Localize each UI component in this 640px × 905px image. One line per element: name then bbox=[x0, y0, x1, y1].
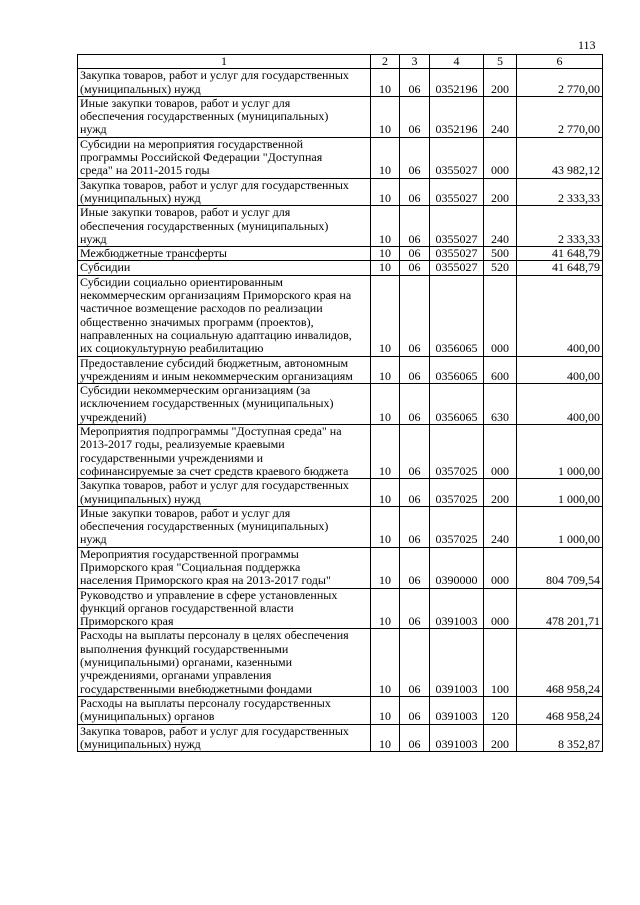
table-row bbox=[78, 479, 603, 507]
description-line: Расходы на выплаты персоналу государственных bbox=[80, 696, 331, 710]
target-article-code: 0390000 bbox=[430, 547, 484, 588]
section-code: 10 bbox=[371, 479, 400, 507]
row-description bbox=[78, 425, 371, 479]
target-article-code: 0355027 bbox=[430, 261, 484, 275]
expense-type-code: 240 bbox=[484, 206, 517, 247]
section-code: 10 bbox=[371, 724, 400, 752]
expense-type-code: 120 bbox=[484, 696, 517, 724]
description-line: Закупка товаров, работ и услуг для государственных bbox=[80, 68, 349, 83]
description-line: нужд bbox=[80, 231, 107, 246]
table-row bbox=[78, 247, 603, 261]
expense-type-code: 520 bbox=[484, 261, 517, 275]
description-line: нужд bbox=[80, 532, 107, 547]
description-line: общественно значимых программ (проектов), bbox=[80, 314, 314, 329]
amount: 2 770,00 bbox=[517, 69, 603, 97]
header-col-2: 2 bbox=[371, 55, 400, 69]
description-line: Предоставление субсидий бюджетным, автономным bbox=[80, 356, 349, 370]
section-code: 10 bbox=[371, 261, 400, 275]
subsection-code: 06 bbox=[400, 178, 430, 206]
amount: 8 352,87 bbox=[517, 724, 603, 752]
expense-type-code: 000 bbox=[484, 547, 517, 588]
row-description bbox=[78, 96, 371, 137]
amount: 478 201,71 bbox=[517, 588, 603, 629]
table-row bbox=[78, 425, 603, 479]
row-description bbox=[78, 247, 371, 261]
description-line: населения Приморского края на 2013-2017 годы" bbox=[80, 573, 331, 588]
amount: 400,00 bbox=[517, 384, 603, 425]
description-line: Субсидии некоммерческим организациям (за bbox=[80, 383, 311, 398]
description-line: обеспечения государственных (муниципальных) bbox=[80, 519, 329, 534]
description-line: государственными учреждениями и bbox=[80, 450, 264, 465]
target-article-code: 0391003 bbox=[430, 724, 484, 752]
table-body bbox=[78, 69, 603, 752]
amount: 2 770,00 bbox=[517, 96, 603, 137]
table-row bbox=[78, 69, 603, 97]
description-line: Межбюджетные трансферты bbox=[80, 246, 227, 261]
expense-type-code: 240 bbox=[484, 96, 517, 137]
section-code: 10 bbox=[371, 96, 400, 137]
table-row bbox=[78, 275, 603, 356]
description-line: обеспечения государственных (муниципальных) bbox=[80, 109, 329, 124]
target-article-code: 0356065 bbox=[430, 356, 484, 384]
expense-type-code: 200 bbox=[484, 479, 517, 507]
description-line: Иные закупки товаров, работ и услуг для bbox=[80, 205, 291, 220]
description-line: (муниципальных) органов bbox=[80, 709, 215, 724]
row-description bbox=[78, 178, 371, 206]
section-code: 10 bbox=[371, 247, 400, 261]
amount: 468 958,24 bbox=[517, 629, 603, 696]
target-article-code: 0352196 bbox=[430, 96, 484, 137]
description-line: Закупка товаров, работ и услуг для государственных bbox=[80, 478, 349, 493]
amount: 41 648,79 bbox=[517, 261, 603, 275]
table-row bbox=[78, 588, 603, 629]
target-article-code: 0356065 bbox=[430, 384, 484, 425]
description-line: Расходы на выплаты персоналу в целях обеспечения bbox=[80, 628, 349, 643]
table-row bbox=[78, 261, 603, 275]
subsection-code: 06 bbox=[400, 425, 430, 479]
table-row bbox=[78, 506, 603, 547]
subsection-code: 06 bbox=[400, 69, 430, 97]
target-article-code: 0355027 bbox=[430, 137, 484, 178]
target-article-code: 0391003 bbox=[430, 629, 484, 696]
description-line: программы Российской Федерации "Доступная bbox=[80, 150, 323, 165]
subsection-code: 06 bbox=[400, 724, 430, 752]
section-code: 10 bbox=[371, 137, 400, 178]
row-description bbox=[78, 275, 371, 356]
row-description bbox=[78, 696, 371, 724]
budget-table bbox=[77, 54, 603, 752]
expense-type-code: 000 bbox=[484, 137, 517, 178]
description-line: функций органов государственной власти bbox=[80, 600, 294, 615]
subsection-code: 06 bbox=[400, 547, 430, 588]
subsection-code: 06 bbox=[400, 206, 430, 247]
amount: 804 709,54 bbox=[517, 547, 603, 588]
description-line: 2013-2017 годы, реализуемые краевыми bbox=[80, 437, 285, 452]
page-number: 113 bbox=[578, 38, 596, 52]
target-article-code: 0356065 bbox=[430, 275, 484, 356]
row-description bbox=[78, 588, 371, 629]
amount: 2 333,33 bbox=[517, 178, 603, 206]
table-row bbox=[78, 384, 603, 425]
row-description bbox=[78, 69, 371, 97]
subsection-code: 06 bbox=[400, 137, 430, 178]
description-line: Мероприятия подпрограммы "Доступная среда" на bbox=[80, 424, 342, 439]
expense-type-code: 200 bbox=[484, 69, 517, 97]
target-article-code: 0352196 bbox=[430, 69, 484, 97]
subsection-code: 06 bbox=[400, 356, 430, 384]
description-line: Приморского края "Социальная поддержка bbox=[80, 559, 301, 574]
row-description bbox=[78, 724, 371, 752]
amount: 1 000,00 bbox=[517, 425, 603, 479]
description-line: (муниципальных) нужд bbox=[80, 736, 201, 751]
description-line: нужд bbox=[80, 122, 107, 137]
row-description bbox=[78, 384, 371, 425]
expense-type-code: 000 bbox=[484, 275, 517, 356]
description-line: Мероприятия государственной программы bbox=[80, 547, 299, 561]
amount: 43 982,12 bbox=[517, 137, 603, 178]
description-line: Иные закупки товаров, работ и услуг для bbox=[80, 506, 291, 520]
description-line: Приморского края bbox=[80, 614, 174, 629]
header-row bbox=[78, 55, 603, 69]
description-line: их социокультурную реабилитацию bbox=[80, 341, 264, 356]
description-line: государственными внебюджетными фондами bbox=[80, 681, 313, 696]
table-row bbox=[78, 96, 603, 137]
amount: 400,00 bbox=[517, 275, 603, 356]
section-code: 10 bbox=[371, 384, 400, 425]
section-code: 10 bbox=[371, 69, 400, 97]
subsection-code: 06 bbox=[400, 629, 430, 696]
subsection-code: 06 bbox=[400, 384, 430, 425]
expense-type-code: 240 bbox=[484, 506, 517, 547]
amount: 468 958,24 bbox=[517, 696, 603, 724]
row-description bbox=[78, 629, 371, 696]
description-line: исключением государственных (муниципальных) bbox=[80, 396, 334, 411]
description-line: учреждениями, органами управления bbox=[80, 668, 272, 683]
row-description bbox=[78, 261, 371, 275]
row-description bbox=[78, 356, 371, 384]
description-line: среда" на 2011-2015 годы bbox=[80, 163, 210, 178]
target-article-code: 0391003 bbox=[430, 588, 484, 629]
expense-type-code: 100 bbox=[484, 629, 517, 696]
row-description bbox=[78, 547, 371, 588]
subsection-code: 06 bbox=[400, 696, 430, 724]
table-row bbox=[78, 547, 603, 588]
section-code: 10 bbox=[371, 588, 400, 629]
description-line: Руководство и управление в сфере установленных bbox=[80, 588, 338, 602]
description-line: (муниципальных) нужд bbox=[80, 190, 201, 205]
expense-type-code: 200 bbox=[484, 724, 517, 752]
table-row bbox=[78, 178, 603, 206]
subsection-code: 06 bbox=[400, 506, 430, 547]
header-col-1: 1 bbox=[78, 55, 371, 69]
section-code: 10 bbox=[371, 696, 400, 724]
subsection-code: 06 bbox=[400, 588, 430, 629]
description-line: направленных на социальную адаптацию инвалидов, bbox=[80, 327, 352, 342]
description-line: выполнения функций государственными bbox=[80, 641, 289, 656]
section-code: 10 bbox=[371, 275, 400, 356]
description-line: обеспечения государственных (муниципальных) bbox=[80, 218, 329, 233]
description-line: Иные закупки товаров, работ и услуг для bbox=[80, 96, 291, 110]
amount: 1 000,00 bbox=[517, 506, 603, 547]
subsection-code: 06 bbox=[400, 261, 430, 275]
subsection-code: 06 bbox=[400, 275, 430, 356]
target-article-code: 0357025 bbox=[430, 479, 484, 507]
section-code: 10 bbox=[371, 629, 400, 696]
table-row bbox=[78, 137, 603, 178]
expense-type-code: 630 bbox=[484, 384, 517, 425]
target-article-code: 0391003 bbox=[430, 696, 484, 724]
description-line: Закупка товаров, работ и услуг для государственных bbox=[80, 178, 349, 192]
header-col-4: 4 bbox=[430, 55, 484, 69]
description-line: Субсидии социально ориентированным bbox=[80, 275, 284, 289]
target-article-code: 0355027 bbox=[430, 247, 484, 261]
description-line: Закупка товаров, работ и услуг для государственных bbox=[80, 724, 349, 738]
subsection-code: 06 bbox=[400, 479, 430, 507]
table-row bbox=[78, 724, 603, 752]
row-description bbox=[78, 479, 371, 507]
amount: 400,00 bbox=[517, 356, 603, 384]
row-description bbox=[78, 506, 371, 547]
target-article-code: 0355027 bbox=[430, 206, 484, 247]
header-col-6: 6 bbox=[517, 55, 603, 69]
section-code: 10 bbox=[371, 425, 400, 479]
description-line: Субсидии на мероприятия государственной bbox=[80, 137, 304, 151]
amount: 1 000,00 bbox=[517, 479, 603, 507]
section-code: 10 bbox=[371, 356, 400, 384]
expense-type-code: 600 bbox=[484, 356, 517, 384]
section-code: 10 bbox=[371, 206, 400, 247]
subsection-code: 06 bbox=[400, 96, 430, 137]
expense-type-code: 000 bbox=[484, 425, 517, 479]
section-code: 10 bbox=[371, 506, 400, 547]
section-code: 10 bbox=[371, 547, 400, 588]
target-article-code: 0355027 bbox=[430, 178, 484, 206]
expense-type-code: 500 bbox=[484, 247, 517, 261]
description-line: (муниципальных) нужд bbox=[80, 81, 201, 96]
description-line: (муниципальными) органами, казенными bbox=[80, 655, 293, 670]
row-description bbox=[78, 137, 371, 178]
description-line: софинансируемые за счет средств краевого бюджета bbox=[80, 463, 349, 478]
section-code: 10 bbox=[371, 178, 400, 206]
amount: 41 648,79 bbox=[517, 247, 603, 261]
row-description bbox=[78, 206, 371, 247]
description-line: частичное возмещение расходов по реализации bbox=[80, 301, 323, 316]
description-line: некоммерческим организациям Приморского края на bbox=[80, 288, 352, 303]
header-col-3: 3 bbox=[400, 55, 430, 69]
description-line: Субсидии bbox=[80, 260, 131, 275]
description-line: (муниципальных) нужд bbox=[80, 491, 201, 506]
table-row bbox=[78, 356, 603, 384]
target-article-code: 0357025 bbox=[430, 506, 484, 547]
table-row bbox=[78, 206, 603, 247]
header-col-5: 5 bbox=[484, 55, 517, 69]
subsection-code: 06 bbox=[400, 247, 430, 261]
description-line: учреждений) bbox=[80, 409, 147, 424]
description-line: учреждениям и иным некоммерческим организациям bbox=[80, 368, 353, 383]
expense-type-code: 200 bbox=[484, 178, 517, 206]
table-row bbox=[78, 629, 603, 696]
target-article-code: 0357025 bbox=[430, 425, 484, 479]
expense-type-code: 000 bbox=[484, 588, 517, 629]
amount: 2 333,33 bbox=[517, 206, 603, 247]
table-row bbox=[78, 696, 603, 724]
